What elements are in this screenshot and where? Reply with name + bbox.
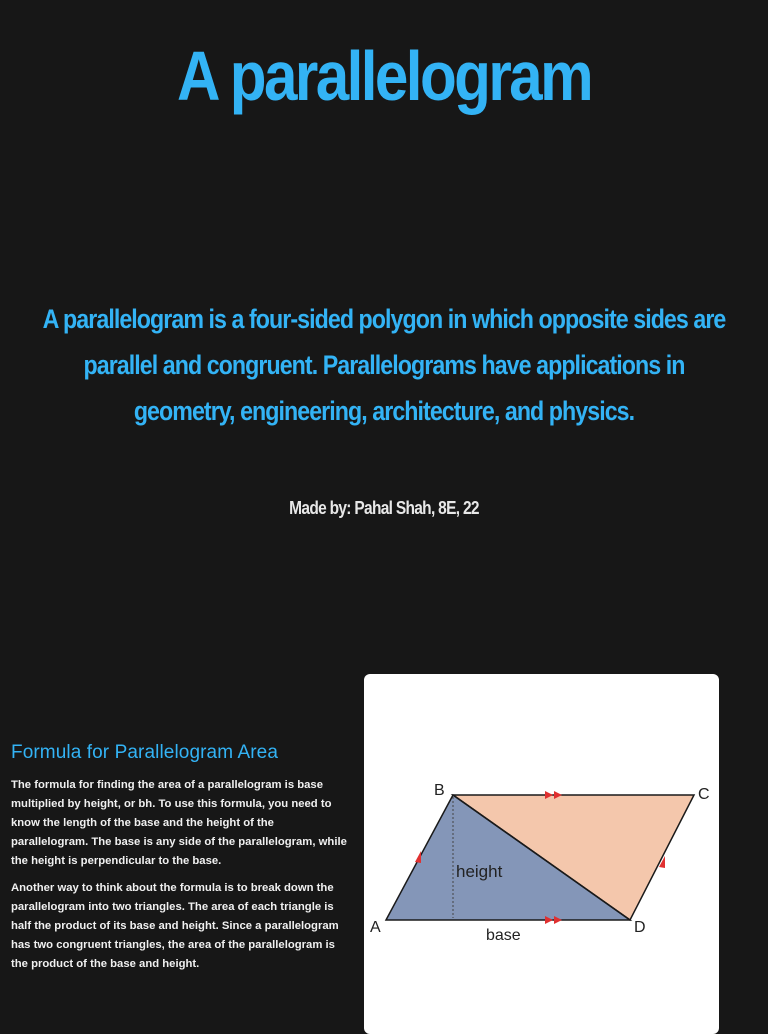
parallel-mark-left: [415, 851, 421, 863]
page-title: A parallelogram: [176, 37, 592, 115]
parallelogram-diagram: [364, 674, 719, 1034]
base-label: base: [486, 927, 521, 944]
height-label: height: [456, 862, 503, 881]
vertex-label-b: B: [434, 782, 445, 799]
intro-text: A parallelogram is a four-sided polygon in which opposite sides are parallel and congruent. Parallelograms have applications in geometry, engineering, architecture, and physics.: [42, 304, 726, 426]
author-credit: Made by: Pahal Shah, 8E, 22: [289, 498, 479, 518]
formula-paragraph-1: The formula for finding the area of a parallelogram is base multiplied by height, or bh. To use this formula, you need to know the length of the base and the height of the parallelogram. The base is any side of the parallelogram, while the height is perpendicular to the base.: [11, 779, 347, 867]
formula-heading: Formula for Parallelogram Area: [11, 742, 278, 763]
vertex-label-d: D: [634, 919, 646, 936]
formula-section: [11, 742, 351, 982]
vertex-label-a: A: [370, 919, 381, 936]
formula-paragraph-2: Another way to think about the formula is to break down the parallelogram into two triangles. The area of each triangle is half the product of its base and height. Since a parallelogram has two congruent triangles, the area of the parallelogram is the product of the base and height.: [11, 882, 339, 970]
vertex-label-c: C: [698, 786, 710, 803]
parallelogram-diagram-card: [364, 674, 719, 1034]
intro-section: [0, 296, 768, 434]
